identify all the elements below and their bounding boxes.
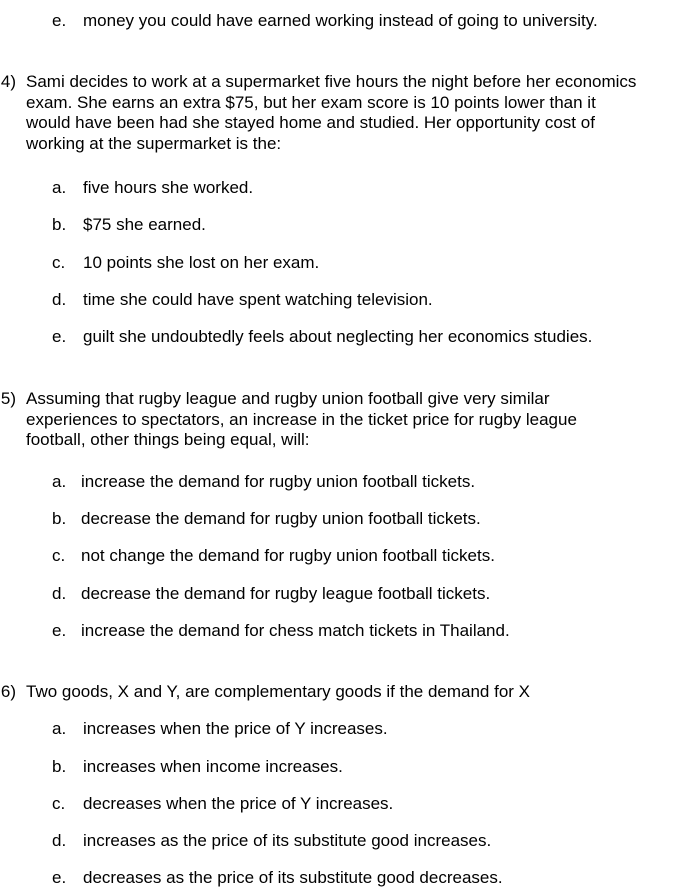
option-letter: a. bbox=[52, 719, 67, 738]
option-letter: e. bbox=[52, 11, 67, 30]
question-stem bbox=[26, 682, 666, 703]
stem-line: football, other things being equal, will: bbox=[26, 430, 310, 449]
option-text: decrease the demand for rugby league football tickets. bbox=[81, 584, 491, 603]
option-text: increase the demand for rugby union football tickets. bbox=[81, 472, 476, 491]
option-text: decreases as the price of its substitute good decreases. bbox=[83, 868, 503, 887]
option-text: decrease the demand for rugby union football tickets. bbox=[81, 509, 481, 528]
option-text: time she could have spent watching television. bbox=[83, 290, 433, 309]
stem-line: Two goods, X and Y, are complementary goods if the demand for X bbox=[26, 682, 531, 701]
option-letter: b. bbox=[52, 509, 67, 528]
option-letter: d. bbox=[52, 290, 67, 309]
option-letter: c. bbox=[52, 253, 66, 272]
stem-line: exam. She earns an extra $75, but her exam score is 10 points lower than it bbox=[26, 92, 596, 112]
question-stem bbox=[26, 72, 666, 154]
option-letter: b. bbox=[52, 757, 67, 776]
option-letter: a. bbox=[52, 178, 67, 197]
option-text: increases when income increases. bbox=[83, 757, 343, 776]
option-letter: e. bbox=[52, 327, 67, 346]
option-letter: b. bbox=[52, 215, 67, 234]
stem-line: experiences to spectators, an increase in the ticket price for rugby league bbox=[26, 409, 577, 429]
stem-line: would have been had she stayed home and studied. Her opportunity cost of bbox=[26, 113, 595, 132]
option-text: guilt she undoubtedly feels about neglecting her economics studies. bbox=[83, 327, 593, 346]
question-number: 4) bbox=[0, 72, 16, 91]
option-text: not change the demand for rugby union football tickets. bbox=[81, 546, 495, 565]
option-letter: c. bbox=[52, 794, 66, 813]
option-letter: c. bbox=[52, 546, 66, 565]
option-text: 10 points she lost on her exam. bbox=[83, 253, 320, 272]
stem-line: working at the supermarket is the: bbox=[26, 133, 282, 153]
stem-line: Sami decides to work at a supermarket five hours the night before her economics bbox=[26, 72, 637, 91]
option-text: increases when the price of Y increases. bbox=[83, 719, 388, 738]
option-text: increases as the price of its substitute good increases. bbox=[83, 831, 492, 850]
option-text: decreases when the price of Y increases. bbox=[83, 794, 394, 813]
question-number: 6) bbox=[0, 682, 16, 701]
option-text: increase the demand for chess match tickets in Thailand. bbox=[81, 621, 510, 640]
option-text: money you could have earned working instead of going to university. bbox=[83, 11, 598, 30]
question-number: 5) bbox=[0, 389, 16, 408]
option-letter: a. bbox=[52, 472, 67, 491]
option-text: $75 she earned. bbox=[83, 215, 206, 234]
option-letter: d. bbox=[52, 831, 67, 850]
option-letter: d. bbox=[52, 584, 67, 603]
option-text: five hours she worked. bbox=[83, 178, 254, 197]
question-stem bbox=[26, 389, 666, 451]
option-letter: e. bbox=[52, 621, 67, 640]
stem-line: Assuming that rugby league and rugby union football give very similar bbox=[26, 389, 550, 408]
option-letter: e. bbox=[52, 868, 67, 887]
